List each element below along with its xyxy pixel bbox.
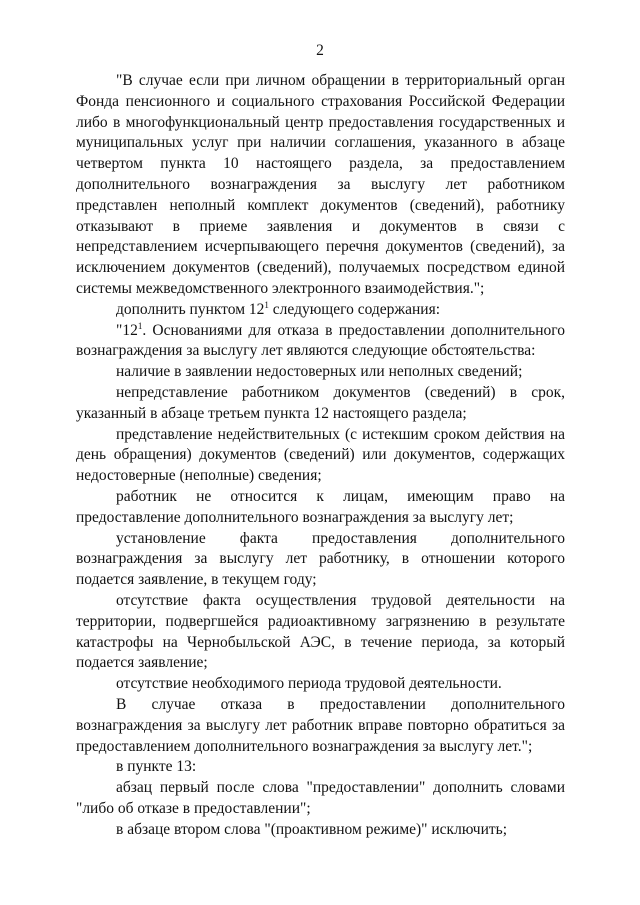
paragraph-ground-invalid-documents: представление недействительных (с истекшим сроком действия на день обращения) документов (сведений) или документов, содержащих недостоверные (неполные) сведения; [76, 425, 565, 485]
page-number: 2 [316, 42, 324, 59]
paragraph-ground-already-granted: установление факта предоставления дополнительного вознаграждения за выслугу лет работнику, в отношении которого подается заявление, в текущем году; [76, 529, 565, 589]
paragraph-ground-missing-documents: непредставление работником документов (сведений) в срок, указанный в абзаце третьем пункта 12 настоящего раздела; [76, 383, 565, 422]
paragraph-add-point-12-1 [76, 300, 565, 321]
paragraph-text-part: следующего содержания: [268, 300, 441, 318]
document-body [76, 71, 565, 840]
paragraph-in-point-13: в пункте 13: [116, 758, 197, 776]
paragraph-second-abzac-amendment: в абзаце втором слова "(проактивном режиме)" исключить; [116, 820, 508, 838]
paragraph-text-part: дополнить пунктом 12 [116, 300, 265, 318]
paragraph-ground-unreliable-info: наличие в заявлении недостоверных или неполных сведений; [116, 363, 523, 381]
paragraph-refusal-incomplete-documents: "В случае если при личном обращении в территориальный орган Фонда пенсионного и социального страхования Российской Федерации либо в многофункциональный центр предоставления государственных и муниципальных услуг при наличии соглашения, указанного в абзаце четвертом пункта 10 настоящего раздела, за предоставлением дополнительного вознаграждения за выслугу лет работником представлен неполный комплект документов (сведений), работнику отказывают в приеме заявления и документов в связи с непредставлением исчерпывающего перечня документов (сведений), за исключением документов (сведений), получаемых посредством единой системы межведомственного электронного взаимодействия."; [76, 72, 565, 297]
paragraph-first-abzac-amendment: абзац первый после слова "предоставлении" дополнить словами "либо об отказе в предоставлении"; [76, 779, 565, 817]
superscript-marker: 1 [264, 299, 269, 310]
paragraph-ground-not-eligible: работник не относится к лицам, имеющим право на предоставление дополнительного вознаграждения за выслугу лет; [76, 487, 565, 526]
paragraph-reapply-right: В случае отказа в предоставлении дополнительного вознаграждения за выслугу лет работник вправе повторно обратиться за предоставлением дополнительного вознаграждения за выслугу лет."; [76, 695, 565, 755]
paragraph-text-part: . Основаниями для отказа в предоставлении дополнительного вознаграждения за выслугу лет являются следующие обстоятельства: [76, 321, 565, 360]
paragraph-text-part: "12 [116, 321, 138, 339]
paragraph-ground-no-work-on-territory: отсутствие факта осуществления трудовой деятельности на территории, подвергшейся радиоактивному загрязнению в результате катастрофы на Чернобыльской АЭС, в течение периода, за который подается заявление; [76, 591, 565, 672]
paragraph-point-12-1-heading [76, 321, 565, 363]
superscript-marker: 1 [137, 320, 143, 331]
paragraph-ground-insufficient-period: отсутствие необходимого периода трудовой деятельности. [116, 675, 502, 693]
